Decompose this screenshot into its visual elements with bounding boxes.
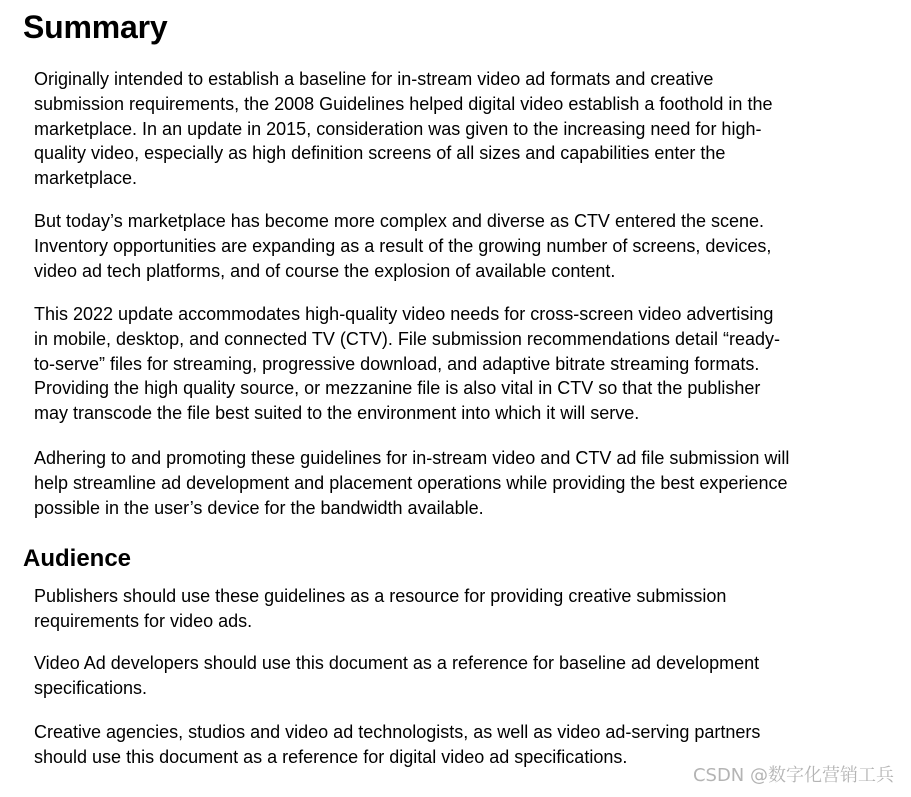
- audience-heading: Audience: [23, 545, 132, 572]
- audience-paragraph-1: Publishers should use these guidelines as a resource for providing creative submission requirements for video ads.: [34, 586, 727, 631]
- audience-paragraph-2: Video Ad developers should use this document as a reference for baseline ad development specifications.: [34, 653, 760, 698]
- summary-paragraph-2: But today’s marketplace has become more complex and diverse as CTV entered the scene. Inventory opportunities are expanding as a result of the growing number of screens, devices, video ad tech platforms, and of course the explosion of available content.: [34, 211, 772, 281]
- summary-paragraph-4: Adhering to and promoting these guidelines for in-stream video and CTV ad file submission will help streamline ad development and placement operations while providing the best experience possible in the user’s device for the bandwidth available.: [34, 448, 790, 518]
- watermark-text: CSDN @数字化营销工兵: [692, 765, 894, 786]
- summary-paragraph-1: Originally intended to establish a baseline for in-stream video ad formats and creative submission requirements, the 2008 Guidelines helped digital video establish a foothold in the marketplace. In an update in 2015, consideration was given to the increasing need for high- quality video, especially as high definition screens of all sizes and capabilities enter the marketplace.: [34, 69, 773, 189]
- summary-heading: Summary: [23, 9, 168, 45]
- summary-paragraph-3: This 2022 update accommodates high-quality video needs for cross-screen video advertising in mobile, desktop, and connected TV (CTV). File submission recommendations detail “ready- to-serve” files for streaming, progressive download, and adaptive bitrate streaming formats. Providing the high quality source, or mezzanine file is also vital in CTV so that the publisher may transcode the file best suited to the environment into which it will serve.: [34, 304, 781, 424]
- audience-paragraph-3: Creative agencies, studios and video ad technologists, as well as video ad-serving partners should use this document as a reference for digital video ad specifications.: [34, 722, 761, 767]
